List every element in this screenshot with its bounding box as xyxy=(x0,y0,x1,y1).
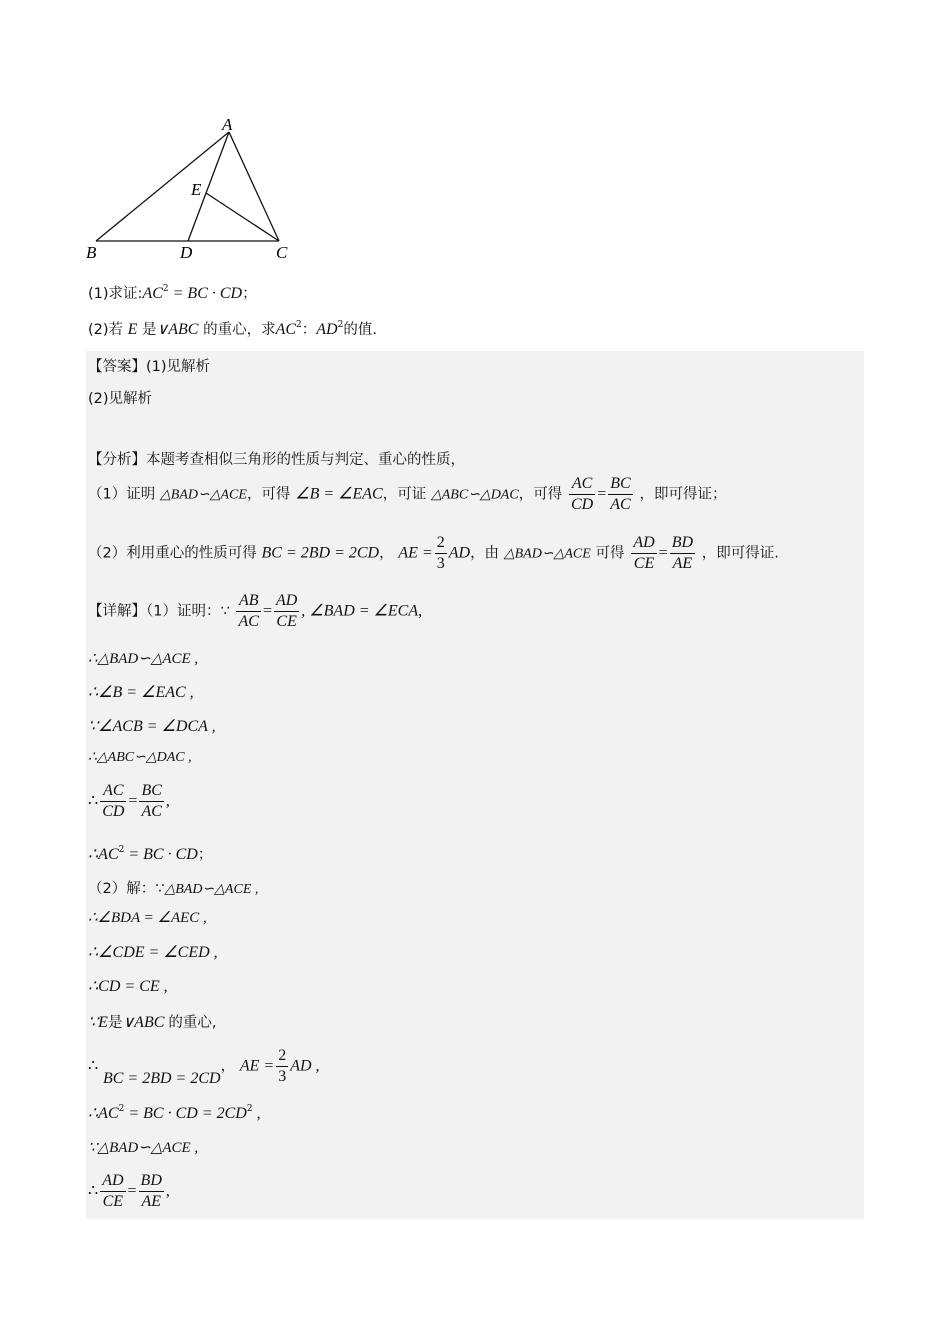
detail-line-13: ∴ BC = 2BD = 2CD， AE = $\frac{2}{3}$ AD , xyxy=(88,1047,320,1087)
fraction: $\frac{BD}{AE}$ xyxy=(671,534,694,572)
fraction: $\frac{AC}{CD}$ xyxy=(570,475,594,513)
question-1: (1)求证$:AC^2$ = BC · CD； xyxy=(88,284,257,302)
detail-line-15: ∵△BAD∽△ACE , xyxy=(88,1140,199,1156)
detail-line-10: ∴∠CDE = ∠CED , xyxy=(88,944,218,961)
label-b: B xyxy=(86,243,97,262)
question-2: (2)若 E 是∨ABC 的重心，求$AC^2$：$AD^2$的值. xyxy=(88,320,377,338)
detail-line-4: ∵∠ACB = ∠DCA , xyxy=(88,718,216,735)
fraction: $\frac{AD}{CE}$ xyxy=(275,592,298,630)
detail-line-6: ∴ $\frac{AC}{CD}$ = $\frac{BC}{AC}$ , xyxy=(88,782,170,820)
triangle-figure xyxy=(80,110,310,270)
fraction: $\frac{BC}{AC}$ xyxy=(610,475,631,513)
answer-line-1: 【答案】(1)见解析 xyxy=(88,359,211,375)
detail-line-12: ∵E是∨ABC 的重心, xyxy=(88,1014,217,1031)
fraction: $\frac{2}{3}$ xyxy=(436,534,445,572)
fraction: $\frac{BC}{AC}$ xyxy=(141,782,162,820)
fraction: $\frac{BD}{AE}$ xyxy=(140,1172,162,1210)
fraction: $\frac{AB}{AC}$ xyxy=(238,592,259,630)
analysis-part-1: （1）证明 △BAD∽△ACE，可得 ∠B = ∠EAC，可证 △ABC∽△DAC，可得 $\frac{AC}{CD}$ = $\frac{BC}{AC}$ ，即可得证； xyxy=(88,475,727,513)
detail-line-7: $\therefore AC^2$ = BC · CD； xyxy=(88,845,213,863)
analysis-intro: 【分析】本题考查相似三角形的性质与判定、重心的性质， xyxy=(88,452,465,468)
detail-line-16: ∴ $\frac{AD}{CE}$ = $\frac{BD}{AE}$ , xyxy=(88,1172,170,1210)
detail-line-5: ∴△ABC∽△DAC , xyxy=(88,750,192,765)
detail-line-2: ∴△BAD∽△ACE , xyxy=(88,651,199,667)
detail-line-3: ∴∠B = ∠EAC , xyxy=(88,684,194,701)
detail-line-1: 【详解】（1）证明：∵ $\frac{AB}{AC}$ = $\frac{AD}{CE}$ , ∠BAD = ∠ECA, xyxy=(88,592,423,630)
label-a: A xyxy=(222,115,233,134)
label-e: E xyxy=(191,180,202,199)
fraction: $\frac{AC}{CD}$ xyxy=(102,782,125,820)
fraction: $\frac{AD}{CE}$ xyxy=(102,1172,124,1210)
label-c: C xyxy=(276,243,288,262)
label-d: D xyxy=(180,243,193,262)
answer-line-2: (2)见解析 xyxy=(88,391,153,407)
fraction: $\frac{AD}{CE}$ xyxy=(633,534,655,572)
detail-line-8: （2）解：∵△BAD∽△ACE , xyxy=(88,881,259,897)
detail-line-11: ∴CD = CE , xyxy=(88,978,168,995)
detail-line-14: $\therefore AC^2$ = BC · CD = $2CD^2$ , xyxy=(88,1104,261,1122)
analysis-part-2: （2）利用重心的性质可得 BC = 2BD = 2CD， AE = $\frac{2}{3}$ AD，由 △BAD∽△ACE 可得 $\frac{AD}{CE}$ = $\frac{BD}{AE}$ ，即可得证. xyxy=(88,534,779,572)
fraction: $\frac{2}{3}$ xyxy=(278,1047,287,1085)
detail-line-9: ∴∠BDA = ∠AEC , xyxy=(88,910,207,926)
